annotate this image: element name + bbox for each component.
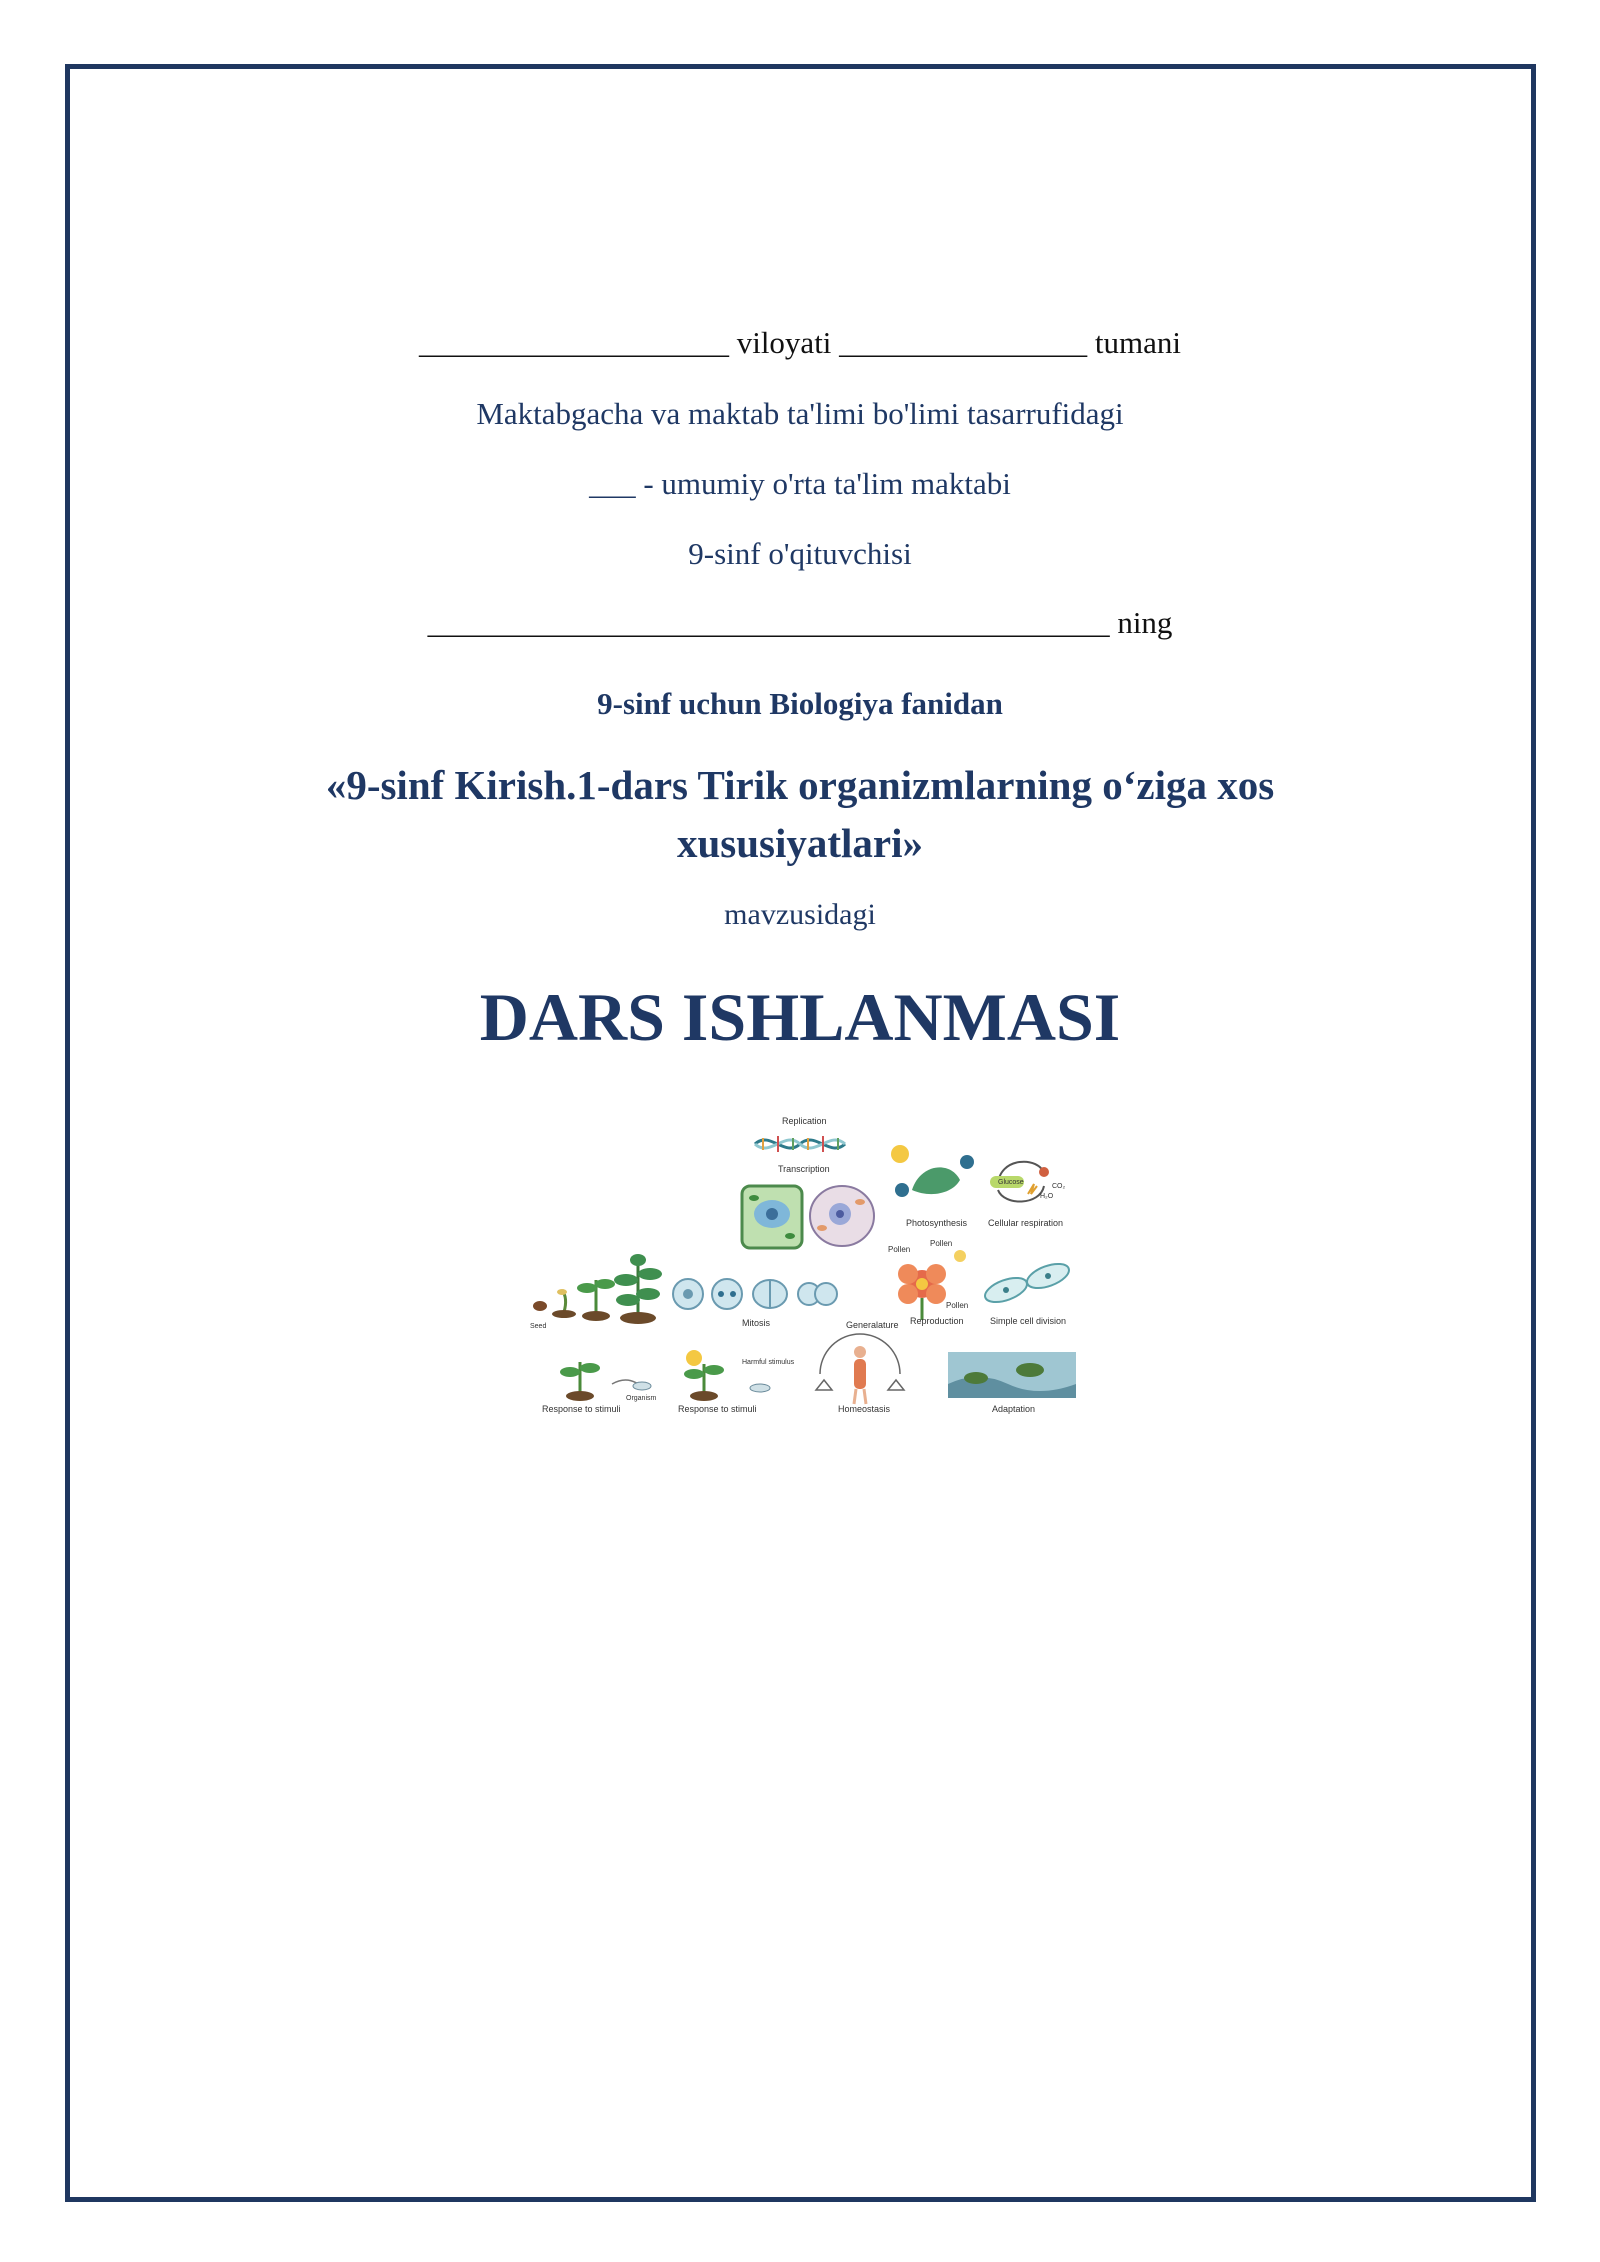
cell-division-icon bbox=[982, 1259, 1072, 1307]
region-blank: ____________________ bbox=[418, 325, 729, 360]
label-homeostasis: Homeostasis bbox=[838, 1404, 891, 1414]
label-pollen-3: Pollen bbox=[946, 1301, 969, 1310]
teacher-role-line: 9-sinf o'qituvchisi bbox=[688, 536, 912, 571]
district-word: tumani bbox=[1094, 325, 1182, 360]
plant-cell-icon bbox=[742, 1186, 802, 1248]
document-type-title: DARS ISHLANMASI bbox=[479, 979, 1121, 1055]
label-photosynthesis: Photosynthesis bbox=[906, 1218, 968, 1228]
label-reproduction: Reproduction bbox=[910, 1316, 964, 1326]
label-seed: Seed bbox=[530, 1323, 547, 1330]
animal-cell-icon bbox=[810, 1186, 874, 1246]
department-line: Maktabgacha va maktab ta'limi bo'limi tasarrufidagi bbox=[476, 396, 1124, 431]
teacher-name-line bbox=[0, 605, 1600, 641]
district-blank: ________________ bbox=[839, 325, 1088, 360]
label-adaptation: Adaptation bbox=[992, 1404, 1036, 1414]
label-harmful-stimulus: Harmful stimulus bbox=[742, 1359, 795, 1366]
mitosis-icon bbox=[673, 1279, 837, 1309]
subject-line: 9-sinf uchun Biologiya fanidan bbox=[597, 686, 1003, 721]
label-transcription: Transcription bbox=[778, 1164, 830, 1174]
label-organism: Organism bbox=[626, 1395, 657, 1402]
label-glucose: Glucose bbox=[998, 1179, 1024, 1186]
label-h2o: H₂O bbox=[1040, 1193, 1054, 1200]
label-response-1: Response to stimuli bbox=[542, 1404, 621, 1414]
label-pollen-2: Pollen bbox=[930, 1239, 953, 1248]
label-replication: Replication bbox=[782, 1116, 827, 1126]
school-line: ___ - umumiy o'rta ta'lim maktabi bbox=[589, 466, 1011, 501]
label-generalature: Generalature bbox=[846, 1320, 899, 1330]
label-response-2: Response to stimuli bbox=[678, 1404, 757, 1414]
region-word: viloyati bbox=[736, 325, 832, 360]
name-blank: ____________________________________________ bbox=[427, 605, 1110, 640]
topic-title bbox=[0, 756, 1600, 872]
plant-growth-icon bbox=[533, 1254, 662, 1324]
living-organisms-illustration bbox=[520, 1094, 1132, 1436]
topic-suffix: mavzusidagi bbox=[724, 898, 876, 931]
label-mitosis: Mitosis bbox=[742, 1318, 771, 1328]
label-co2: CO₂ bbox=[1052, 1183, 1066, 1190]
label-simple-cell-division: Simple cell division bbox=[990, 1316, 1067, 1326]
label-pollen-1: Pollen bbox=[888, 1245, 911, 1254]
topic-text: «9-sinf Kirish.1-dars Tirik organizmlarning o‘ziga xos xususiyatlari» bbox=[325, 762, 1275, 866]
homeostasis-icon bbox=[816, 1334, 904, 1404]
response-stimuli-sun-icon bbox=[684, 1350, 770, 1401]
dna-helix-icon bbox=[755, 1136, 845, 1152]
label-cellular-respiration: Cellular respiration bbox=[988, 1218, 1064, 1228]
region-district-line bbox=[0, 325, 1600, 361]
name-suffix: ning bbox=[1117, 605, 1173, 640]
photosynthesis-icon bbox=[891, 1145, 974, 1197]
adaptation-icon bbox=[948, 1352, 1076, 1398]
